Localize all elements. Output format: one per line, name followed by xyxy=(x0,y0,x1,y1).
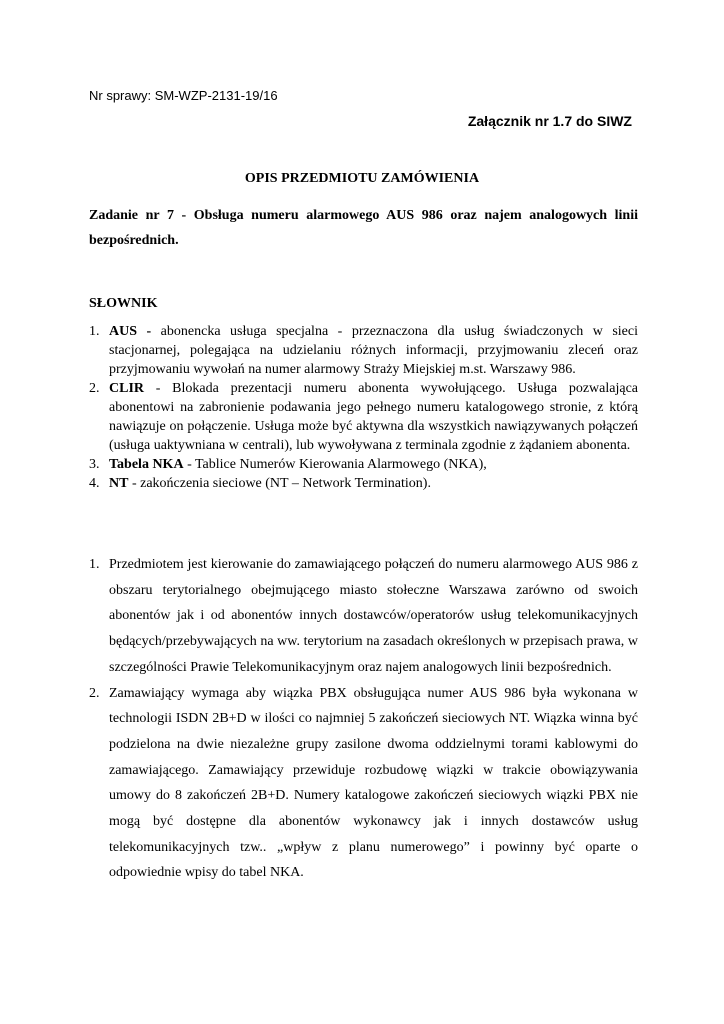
glossary-definition: - Blokada prezentacji numeru abonenta wywołującego. Usługa pozwalająca abonentowi na zabronienie podawania jego pełnego numeru katalogowego stronie, z którą nawiązuje on połączenie. Usługa może być aktywna dla wszystkich nawiązywanych połączeń (usługa uaktywniana w centrali), lub wywoływana z terminala zgodnie z żądaniem abonenta. xyxy=(109,381,638,453)
document-title: OPIS PRZEDMIOTU ZAMÓWIENIA xyxy=(244,171,480,186)
requirement-item xyxy=(89,681,638,887)
glossary-heading: SŁOWNIK xyxy=(89,296,158,311)
requirement-item xyxy=(89,552,638,681)
glossary-definition: - zakończenia sieciowe (NT – Network Termination). xyxy=(128,476,431,491)
glossary-item-number: 1. xyxy=(89,324,100,339)
glossary-item-number: 4. xyxy=(89,476,100,491)
glossary-term: NT xyxy=(109,476,129,491)
glossary-definition: abonencka usługa specjalna - przeznaczona dla usług świadczonych w sieci stacjonarnej, polegająca na udzielaniu różnych informacji, przyjmowaniu zleceń oraz przyjmowaniu wywołań na numer alarmowy Straży Miejskiej m.st. Warszawy 986. xyxy=(109,324,638,377)
requirement-text: Przedmiotem jest kierowanie do zamawiającego połączeń do numeru alarmowego AUS 986 z obszaru terytorialnego obejmującego miasto stołeczne Warszawa zarówno od swoich abonentów jak i od abonentów innych dostawców/operatorów usług telekomunikacyjnych będących/przebywających na ww. terytorium na zasadach określonych w przepisach prawa, w szczególności Prawie Telekomunikacyjnym oraz najem analogowych linii bezpośrednich. xyxy=(109,557,638,675)
glossary-item-number: 3. xyxy=(89,457,100,472)
glossary-item xyxy=(89,455,638,474)
glossary-list xyxy=(89,322,638,493)
requirement-number: 1. xyxy=(89,557,100,572)
requirement-text: Zamawiający wymaga aby wiązka PBX obsługująca numer AUS 986 była wykonana w technologii ISDN 2B+D w ilości co najmniej 5 zakończeń sieciowych NT. Wiązka winna być podzielona na dwie niezależne grupy zasilone dwoma oddzielnymi torami kablowymi do zamawiającego. Zamawiający przewiduje rozbudowę wiązki w trakcie obowiązywania umowy do 8 zakończeń 2B+D. Numery katalogowe zakończeń sieciowych wiązki PBX nie mogą być dostępne dla abonentów wykonawcy jak i innych dostawców usług telekomunikacyjnych tzw.. „wpływ z planu numerowego” i powinny być oparte o odpowiednie wpisy do tabel NKA. xyxy=(109,685,638,881)
glossary-item-body xyxy=(109,379,638,455)
glossary-item-body xyxy=(109,455,638,474)
glossary-definition: - Tablice Numerów Kierowania Alarmowego (NKA), xyxy=(183,457,487,472)
glossary-term: Tabela NKA xyxy=(109,457,184,472)
glossary-term: CLIR xyxy=(109,381,145,396)
annex-label: Załącznik nr 1.7 do SIWZ xyxy=(467,113,632,129)
glossary-term: AUS - xyxy=(109,324,152,339)
requirement-number: 2. xyxy=(89,685,100,701)
glossary-item xyxy=(89,379,638,455)
requirements-list xyxy=(89,552,638,886)
task-heading: Zadanie nr 7 - Obsługa numeru alarmowego AUS 986 oraz najem analogowych linii bezpośrednich. xyxy=(89,208,638,248)
glossary-item-body xyxy=(109,322,638,379)
glossary-item-body xyxy=(109,474,638,493)
case-number: Nr sprawy: SM-WZP-2131-19/16 xyxy=(89,88,278,103)
glossary-item xyxy=(89,474,638,493)
glossary-item-number: 2. xyxy=(89,381,100,396)
glossary-item xyxy=(89,322,638,379)
